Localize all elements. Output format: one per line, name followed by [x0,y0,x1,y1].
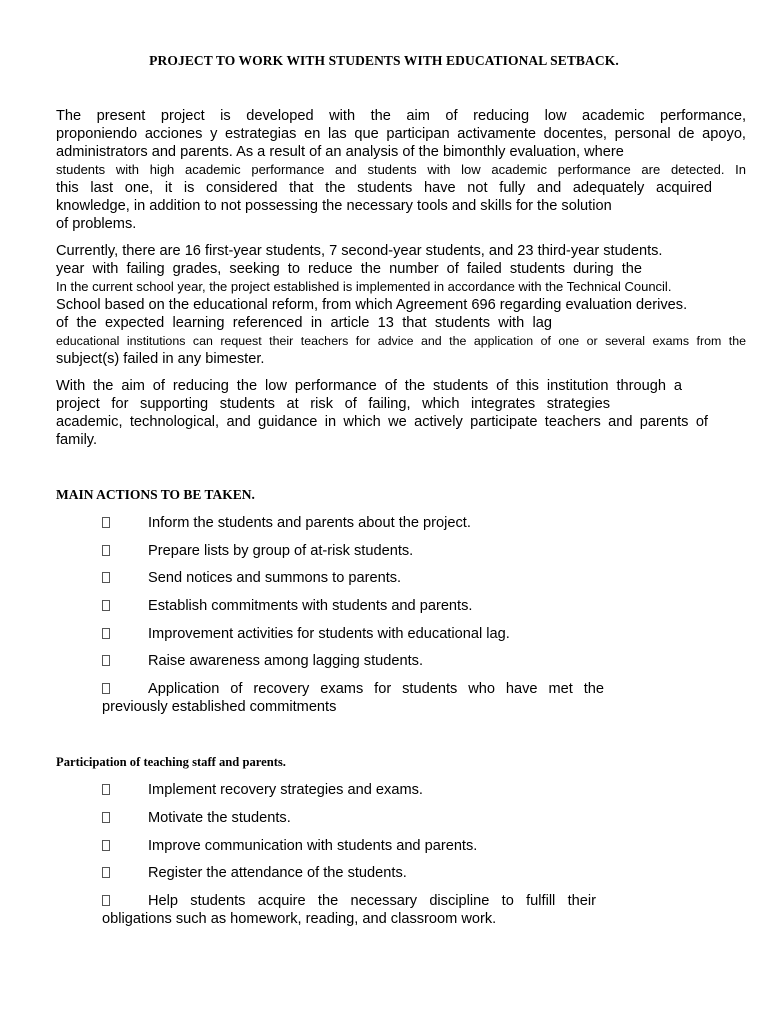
paragraph-line: administrators and parents. As a result of an analysis of the bimonthly evaluation, where [56,144,624,160]
bullet-icon [102,572,110,583]
list-item-text: Send notices and summons to parents. [148,570,402,586]
bullet-icon [102,517,110,528]
main-actions-heading: MAIN ACTIONS TO BE TAKEN. [56,487,255,502]
participation-heading: Participation of teaching staff and parents. [56,755,286,769]
bullet-icon [102,840,110,851]
list-item-text: Improve communication with students and parents. [148,838,478,854]
list-item-text: Register the attendance of the students. [148,865,407,881]
paragraph-line: knowledge, in addition to not possessing the necessary tools and skills for the solution [56,198,612,214]
paragraph-line: Currently, there are 16 first-year students, 7 second-year students, and 23 third-year students. [56,243,663,259]
list-item-text: obligations such as homework, reading, and classroom work. [102,911,497,927]
list-item-text: Application of recovery exams for students who have met the [148,681,604,697]
bullet-icon [102,600,110,611]
paragraph-line: of the expected learning referenced in article 13 that students with lag [56,315,552,331]
paragraph-line: year with failing grades, seeking to reduce the number of failed students during the [56,261,642,277]
document-title: PROJECT TO WORK WITH STUDENTS WITH EDUCATIONAL SETBACK. [149,53,619,68]
paragraph-line: this last one, it is considered that the students have not fully and adequately acquired [56,180,712,196]
paragraph-3 [56,377,746,449]
bullet-icon [102,784,110,795]
bullet-icon [102,545,110,556]
paragraph-line: students with high academic performance and students with low academic performance are detected. In [56,162,746,177]
bullet-icon [102,628,110,639]
bullet-icon [102,655,110,666]
paragraph-line: project for supporting students at risk of failing, which integrates strategies [56,396,610,412]
list-item-text: Prepare lists by group of at-risk students. [148,543,414,559]
paragraph-2 [56,242,746,368]
bullet-icon [102,812,110,823]
list-item-text: Implement recovery strategies and exams. [148,782,423,798]
list-item-text: Motivate the students. [148,810,291,826]
bullet-icon [102,895,110,906]
paragraph-line: academic, technological, and guidance in which we actively participate teachers and parents of [56,414,708,430]
paragraph-line: In the current school year, the project established is implemented in accordance with the Technical Council. [56,279,672,294]
paragraph-line: family. [56,432,98,448]
list-item-text: Establish commitments with students and parents. [148,598,473,614]
paragraph-line: proponiendo acciones y estrategias en las que participan activamente docentes, personal de apoyo, [56,126,746,142]
paragraph-line: subject(s) failed in any bimester. [56,351,265,367]
list-item-text: previously established commitments [102,699,337,715]
list-item-text: Improvement activities for students with educational lag. [148,626,510,642]
paragraph-line: educational institutions can request their teachers for advice and the application of one or several exams from the [56,334,746,348]
paragraph-line: of problems. [56,216,137,232]
list-item-text: Help students acquire the necessary discipline to fulfill their [148,893,596,909]
list-item-text: Raise awareness among lagging students. [148,653,424,669]
paragraph-line: With the aim of reducing the low performance of the students of this institution through a [56,378,682,394]
paragraph-1 [56,107,746,233]
bullet-icon [102,683,110,694]
paragraph-line: The present project is developed with the aim of reducing low academic performance, [56,108,746,124]
paragraph-line: School based on the educational reform, from which Agreement 696 regarding evaluation derives. [56,297,688,313]
bullet-icon [102,867,110,878]
list-item-text: Inform the students and parents about the project. [148,515,471,531]
